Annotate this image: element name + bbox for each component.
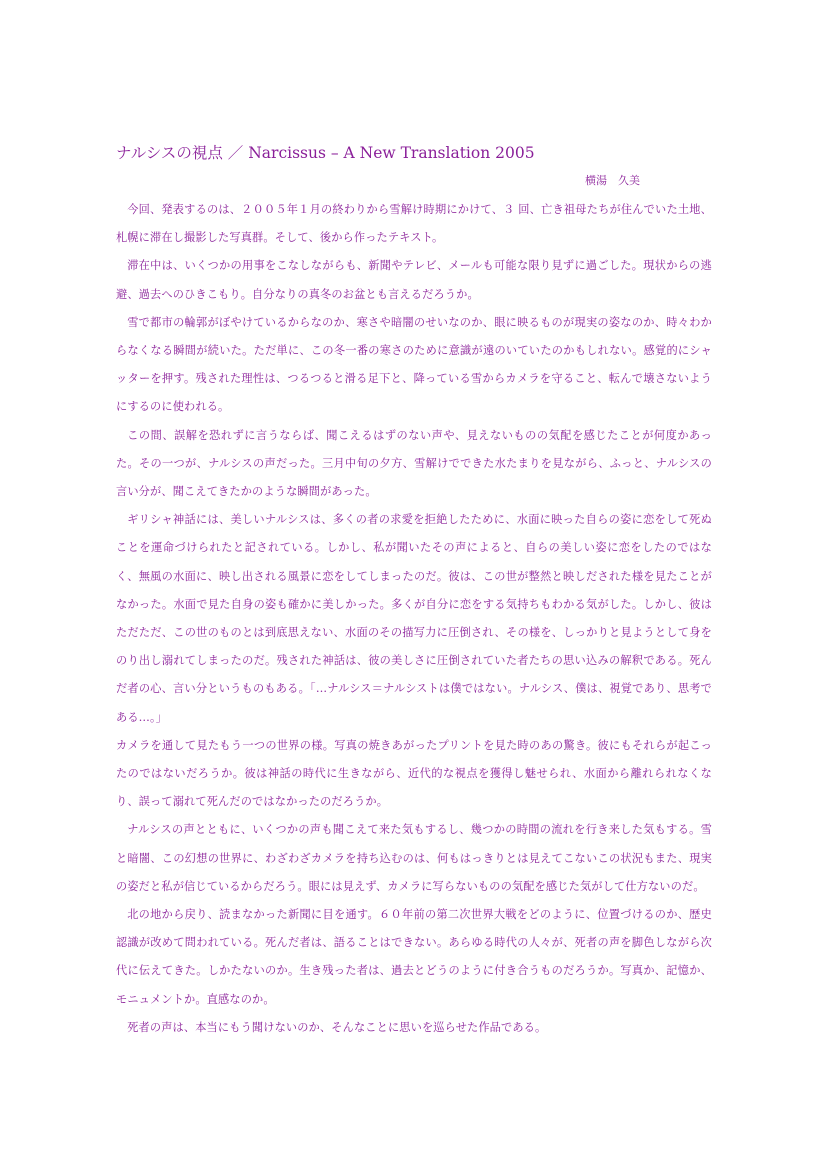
paragraph-7: ナルシスの声とともに、いくつかの声も聞こえて来た気もするし、幾つかの時間の流れを行き来した気もする。雪と暗闇、この幻想の世界に、わざわざカメラを持ち込むのは、何もはっきりとは見えてこないこの状況もまた、現実の姿だと私が信じているからだろう。眼には見えず、カメラに写らないものの気配を感じた気がして仕方ないのだ。 xyxy=(116,823,712,893)
paragraph-9: 死者の声は、本当にもう聞けないのか、そんなことに思いを巡らせた作品である。 xyxy=(127,1020,547,1034)
paragraph-8: 北の地から戻り、読まなかった新聞に目を通す。６０年前の第二次世界大戦をどのように、位置づけるのか、歴史認識が改めて問われている。死んだ者は、語ることはできない。あらゆる時代の人々が、死者の声を脚色しながら次代に伝えてきた。しかたないのか。生き残った者は、過去とどうのように付き合うものだろうか。写真か、記憶か、モニュメントか。直感なのか。 xyxy=(116,908,712,1006)
paragraph-6: カメラを通して見たもう一つの世界の様。写真の焼きあがったプリントを見た時のあの驚き。彼にもそれらが起こったのではないだろうか。彼は神話の時代に生きながら、近代的な視点を獲得し魅せられ、水面から離れられなくなり、誤って溺れて死んだのではなかったのだろうか。 xyxy=(116,738,712,809)
document-title: ナルシスの視点 ／ Narcissus – A New Translation 2005 xyxy=(116,144,535,162)
document-page xyxy=(116,143,712,1042)
paragraph-2: 滞在中は、いくつかの用事をこなしながらも、新聞やテレビ、メールも可能な限り見ずに過ごした。現状からの逃避、過去へのひきこもり。自分なりの真冬のお盆とも言えるだろうか。 xyxy=(116,259,712,301)
author-name: 横湯 久美 xyxy=(585,174,640,187)
paragraph-5: ギリシャ神話には、美しいナルシスは、多くの者の求愛を拒絶したために、水面に映った自らの姿に恋をして死ぬことを運命づけられたと記されている。しかし、私が聞いたその声によると、自らの美しい姿に恋をしたのではなく、無風の水面に、映し出される風景に恋をしてしまったのだ。彼は、この世が整然と映しだされた様を見たことがなかった。水面で見た自身の姿も確かに美しかった。多くが自分に恋をする気持ちもわかる気がした。しかし、彼はただただ、この世のものとは到底思えない、水面のその描写力に圧倒され、その様を、しっかりと見ようとして身をのり出し溺れてしまったのだ。残された神話は、彼の美しさに圧倒されていた者たちの思い込みの解釈である。死んだ者の心、言い分というものもある。「…ナルシス＝ナルシストは僕ではない。ナルシス、僕は、視覚であり、思考である…。」 xyxy=(116,513,712,724)
paragraph-1: 今回、発表するのは、２００５年１月の終わりから雪解け時期にかけて、３ 回、亡き祖母たちが住んでいた土地、札幌に滞在し撮影した写真群。そして、後から作ったテキスト。 xyxy=(116,203,712,245)
paragraph-4: この間、誤解を恐れずに言うならば、聞こえるはずのない声や、見えないものの気配を感じたことが何度かあった。その一つが、ナルシスの声だった。三月中旬の夕方、雪解けでできた水たまりを見ながら、ふっと、ナルシスの言い分が、聞こえてきたかのような瞬間があった。 xyxy=(116,428,712,499)
document-body xyxy=(116,196,712,1042)
paragraph-3: 雪で都市の輪郭がぼやけているからなのか、寒さや暗闇のせいなのか、眼に映るものが現実の姿なのか、時々わからなくなる瞬間が続いた。ただ単に、この冬一番の寒さのために意識が遠のいていたのかもしれない。感覚的にシャッターを押す。残された理性は、つるつると滑る足下と、降っている雪からカメラを守ること、転んで壊さないようにするのに使われる。 xyxy=(116,315,712,414)
